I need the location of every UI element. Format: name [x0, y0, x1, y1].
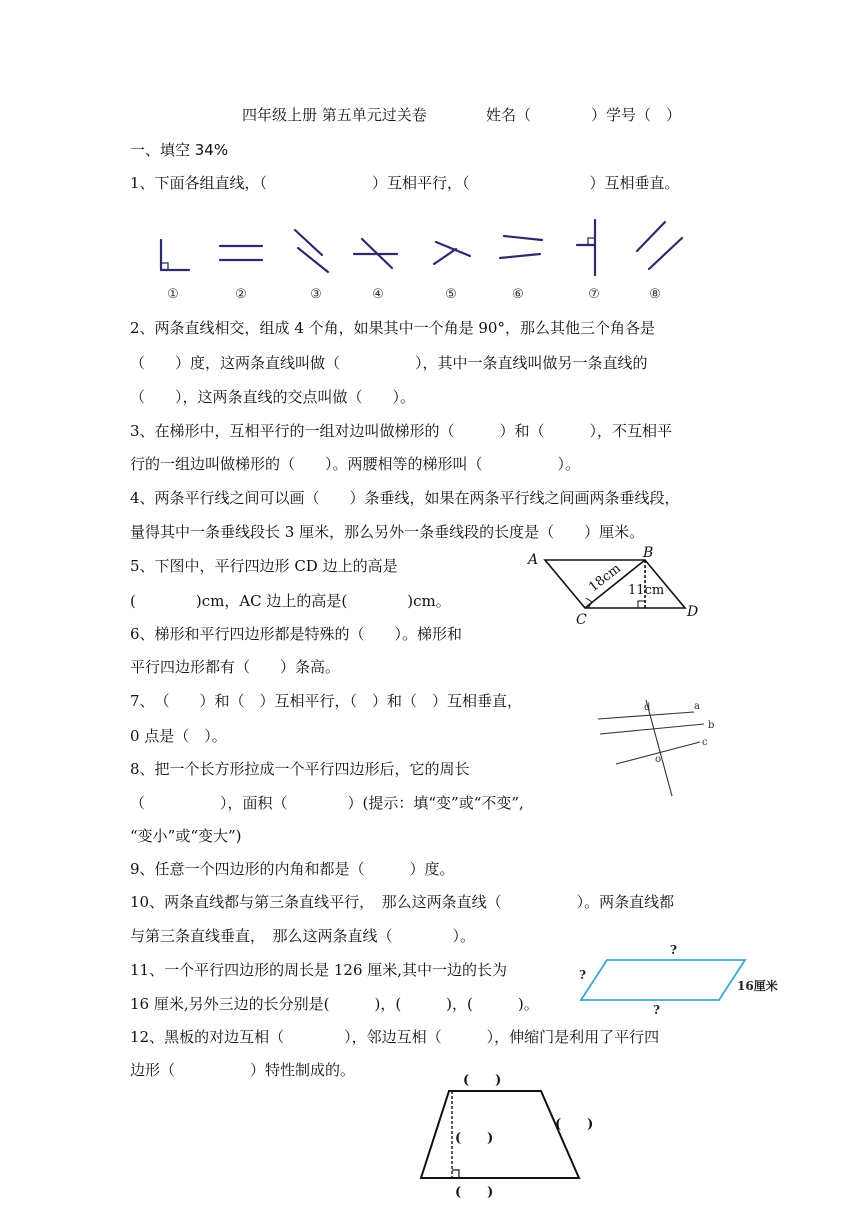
question-5-line-2: ( )cm，AC 边上的高是( )cm。	[130, 592, 451, 610]
line-label-a: a	[694, 701, 700, 712]
question-11-line-2: 16 厘米,另外三边的长分别是( )，( )，( )。	[130, 995, 539, 1013]
trapezoid-figure	[415, 1066, 620, 1206]
vertex-a: A	[528, 552, 539, 568]
question-1: 1、下面各组直线，（ ）互相平行，（ ）互相垂直。	[130, 174, 680, 192]
figure-label-3: ③	[310, 287, 322, 302]
figure-label-5: ⑤	[445, 287, 457, 302]
q1-line-figures	[140, 212, 700, 307]
question-11-line-1: 11、一个平行四边形的周长是 126 厘米,其中一边的长为	[130, 961, 508, 979]
vertex-d: D	[687, 604, 699, 620]
question-5-line-1: 5、下图中，平行四边形 CD 边上的高是	[130, 557, 398, 575]
worksheet-title: 四年级上册 第五单元过关卷	[242, 106, 427, 124]
line-label-b: b	[708, 720, 715, 731]
point-label-o: o	[655, 754, 662, 765]
top-side-unknown: ?	[670, 943, 678, 957]
question-7-line-1: 7、 （ ）和（ ）互相平行，（ ）和（ ）互相垂直，	[130, 692, 523, 710]
question-8-line-3: “变小”或“变大”)	[130, 827, 242, 845]
left-side-unknown: ?	[579, 968, 587, 982]
bottom-base-blank: ( )	[455, 1185, 494, 1200]
student-name-field: 姓名（ ）学号（ ）	[486, 106, 682, 124]
question-12-line-2: 边形（ ）特性制成的。	[130, 1061, 356, 1079]
side-length-16cm: 16厘米	[737, 979, 778, 993]
figure-label-1: ①	[167, 287, 179, 302]
parallelogram-abcd-figure	[525, 544, 710, 626]
leg-blank: ( )	[555, 1117, 594, 1132]
figure-label-7: ⑦	[588, 287, 600, 302]
question-6-line-2: 平行四边形都有（ ）条高。	[130, 658, 341, 676]
figure-label-4: ④	[372, 287, 384, 302]
lines-abcd-figure	[592, 692, 732, 800]
figure-label-6: ⑥	[512, 287, 524, 302]
length-18cm: 18cm	[586, 561, 624, 596]
line-label-c: c	[702, 737, 708, 748]
top-base-blank: ( )	[463, 1073, 502, 1088]
question-12-line-1: 12、黑板的对边互相（ ），邻边互相（ ），伸缩门是利用了平行四	[130, 1028, 660, 1046]
parallelogram-16cm-figure	[575, 938, 790, 1017]
question-7-line-2: 0 点是（ ）。	[130, 727, 227, 745]
height-11cm: 11cm	[628, 583, 665, 598]
figure-label-2: ②	[235, 287, 247, 302]
question-4-line-1: 4、两条平行线之间可以画（ ）条垂线，如果在两条平行线之间画两条垂线段，	[130, 489, 680, 507]
question-2-line-1: 2、两条直线相交，组成 4 个角，如果其中一个角是 90°，那么其他三个角各是	[130, 319, 655, 337]
vertex-c: C	[576, 612, 587, 628]
question-8-line-2: （ ），面积（ ）(提示：填“变”或“不变”,	[130, 794, 524, 812]
vertex-b: B	[643, 545, 654, 561]
question-9: 9、任意一个四边形的内角和都是（ ）度。	[130, 860, 455, 878]
question-8-line-1: 8、把一个长方形拉成一个平行四边形后，它的周长	[130, 760, 470, 778]
bottom-side-unknown: ?	[653, 1003, 661, 1017]
height-blank: ( )	[455, 1131, 494, 1146]
question-4-line-2: 量得其中一条垂线段长 3 厘米，那么另外一条垂线段的长度是（ ）厘米。	[130, 523, 645, 541]
question-10-line-2: 与第三条直线垂直， 那么这两条直线（ ）。	[130, 927, 476, 945]
question-10-line-1: 10、两条直线都与第三条直线平行， 那么这两条直线（ ）。两条直线都	[130, 893, 675, 911]
question-3-line-2: 行的一组边叫做梯形的（ ）。两腰相等的梯形叫（ ）。	[130, 455, 581, 473]
section-title: 一、填空 34%	[130, 141, 229, 159]
question-3-line-1: 3、在梯形中，互相平行的一组对边叫做梯形的（ ）和（ ），不互相平	[130, 422, 673, 440]
question-6-line-1: 6、梯形和平行四边形都是特殊的（ ）。梯形和	[130, 625, 463, 643]
line-label-d: d	[644, 702, 651, 713]
question-2-line-3: （ ），这两条直线的交点叫做（ ）。	[130, 388, 416, 406]
figure-label-8: ⑧	[649, 287, 661, 302]
question-2-line-2: （ ）度，这两条直线叫做（ ），其中一条直线叫做另一条直线的	[130, 354, 648, 372]
